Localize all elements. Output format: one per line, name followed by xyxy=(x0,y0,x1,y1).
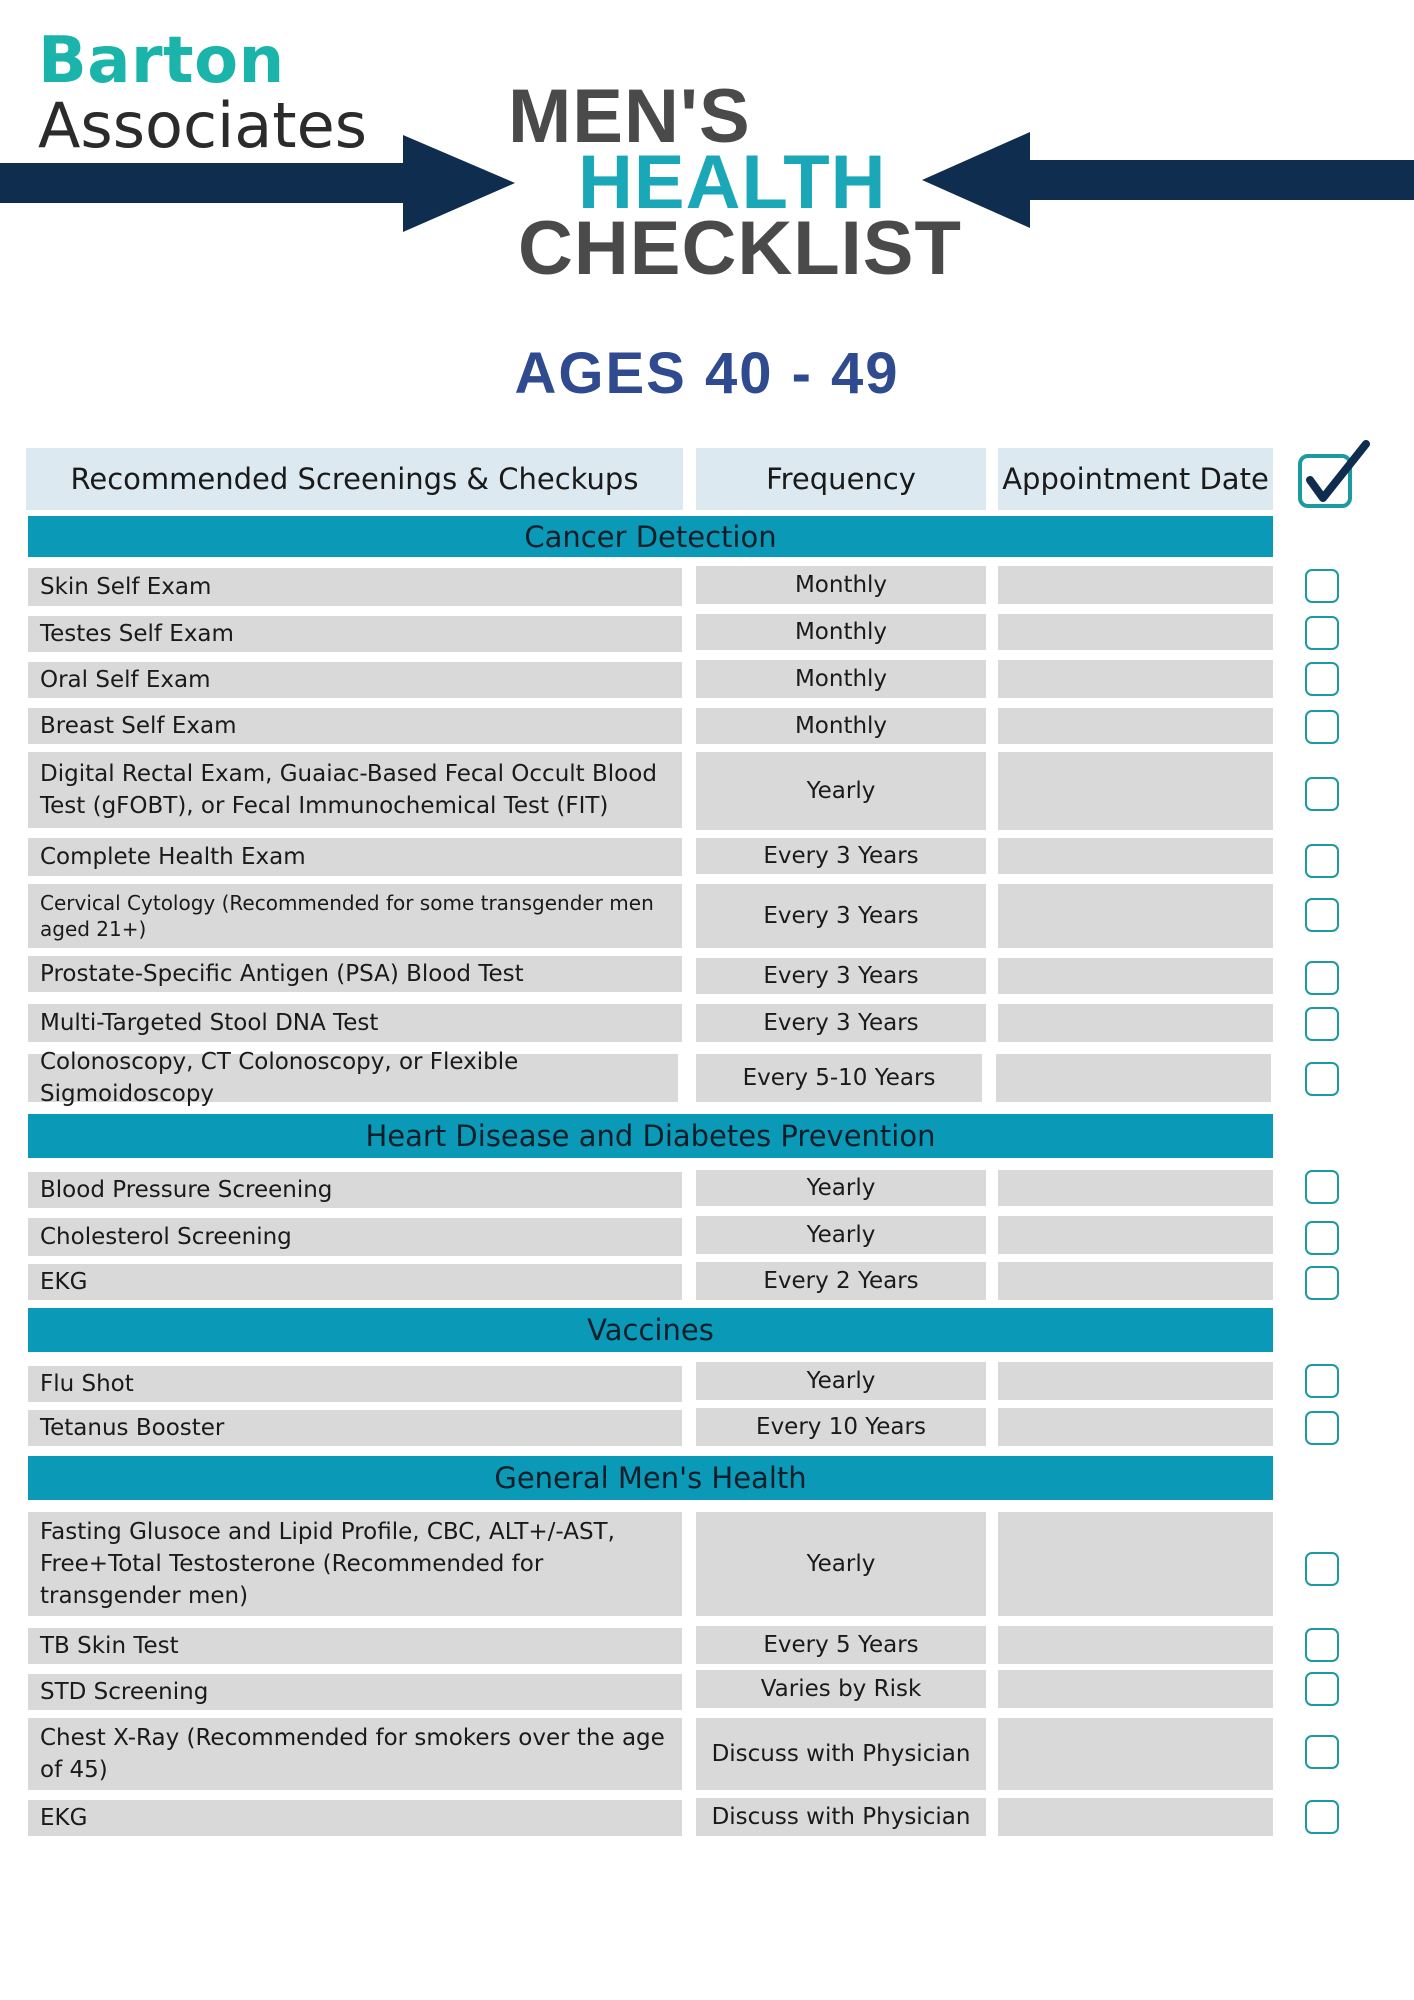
checkbox[interactable] xyxy=(1305,961,1339,995)
checkbox[interactable] xyxy=(1305,1266,1339,1300)
table-row-item: Breast Self Exam xyxy=(28,708,682,744)
checkbox[interactable] xyxy=(1305,1364,1339,1398)
table-row-frequency: Monthly xyxy=(696,660,986,698)
big-checkmark-icon xyxy=(1296,440,1376,512)
checkbox[interactable] xyxy=(1305,616,1339,650)
title-health: HEALTH xyxy=(578,140,887,225)
appointment-date-field[interactable] xyxy=(996,1054,1271,1102)
appointment-date-field[interactable] xyxy=(998,614,1273,650)
table-row-item: Multi-Targeted Stool DNA Test xyxy=(28,1004,682,1042)
appointment-date-field[interactable] xyxy=(998,752,1273,830)
checkbox[interactable] xyxy=(1305,1007,1339,1041)
appointment-date-field[interactable] xyxy=(998,884,1273,948)
table-row-frequency: Discuss with Physician xyxy=(696,1718,986,1790)
section-general-mens-health: General Men's Health xyxy=(28,1456,1273,1500)
table-row-frequency: Every 3 Years xyxy=(696,958,986,994)
table-row-item: Skin Self Exam xyxy=(28,568,682,606)
table-row-item: Blood Pressure Screening xyxy=(28,1172,682,1208)
table-row-item: Testes Self Exam xyxy=(28,616,682,652)
appointment-date-field[interactable] xyxy=(998,838,1273,874)
table-row-item: Colonoscopy, CT Colonoscopy, or Flexible Sigmoidoscopy xyxy=(28,1054,678,1102)
appointment-date-field[interactable] xyxy=(998,1798,1273,1836)
table-row-frequency: Every 10 Years xyxy=(696,1408,986,1446)
appointment-date-field[interactable] xyxy=(998,1670,1273,1708)
table-row-frequency: Yearly xyxy=(696,1216,986,1254)
checkbox[interactable] xyxy=(1305,1411,1339,1445)
table-row-frequency: Yearly xyxy=(696,1170,986,1206)
logo-associates: Associates xyxy=(38,89,368,162)
left-arrow-head xyxy=(403,135,515,232)
appointment-date-field[interactable] xyxy=(998,1718,1273,1790)
checkbox[interactable] xyxy=(1305,1170,1339,1204)
table-row-frequency: Every 3 Years xyxy=(696,884,986,948)
table-row-item: Flu Shot xyxy=(28,1366,682,1402)
table-row-frequency: Discuss with Physician xyxy=(696,1798,986,1836)
checkbox[interactable] xyxy=(1305,898,1339,932)
table-row-frequency: Every 3 Years xyxy=(696,838,986,874)
table-row-item: Digital Rectal Exam, Guaiac-Based Fecal Occult Blood Test (gFOBT), or Fecal Immunochemical Test (FIT) xyxy=(28,752,682,828)
table-row-frequency: Every 3 Years xyxy=(696,1004,986,1042)
table-row-frequency: Every 5-10 Years xyxy=(696,1054,982,1102)
table-row-item: EKG xyxy=(28,1264,682,1300)
appointment-date-field[interactable] xyxy=(998,1004,1273,1042)
appointment-date-field[interactable] xyxy=(998,1170,1273,1206)
table-row-item: Cervical Cytology (Recommended for some transgender men aged 21+) xyxy=(28,884,682,948)
checkbox[interactable] xyxy=(1305,777,1339,811)
left-arrow-shaft xyxy=(0,163,410,203)
appointment-date-field[interactable] xyxy=(998,1512,1273,1616)
table-row-frequency: Monthly xyxy=(696,566,986,604)
appointment-date-field[interactable] xyxy=(998,1362,1273,1400)
checkbox[interactable] xyxy=(1305,1735,1339,1769)
logo-barton: Barton xyxy=(38,24,285,98)
table-row-frequency: Monthly xyxy=(696,614,986,650)
appointment-date-field[interactable] xyxy=(998,660,1273,698)
checkbox[interactable] xyxy=(1305,1062,1339,1096)
checkbox[interactable] xyxy=(1305,1221,1339,1255)
checkbox[interactable] xyxy=(1305,710,1339,744)
checkbox[interactable] xyxy=(1305,1552,1339,1586)
table-row-item: Oral Self Exam xyxy=(28,662,682,698)
section-heart-disease-diabetes: Heart Disease and Diabetes Prevention xyxy=(28,1114,1273,1158)
table-row-frequency: Every 2 Years xyxy=(696,1262,986,1300)
table-row-frequency: Monthly xyxy=(696,708,986,744)
age-range-subtitle: AGES 40 - 49 xyxy=(514,341,900,406)
table-row-frequency: Yearly xyxy=(696,1362,986,1400)
table-row-item: EKG xyxy=(28,1800,682,1836)
appointment-date-field[interactable] xyxy=(998,958,1273,994)
column-header-appointment-date: Appointment Date xyxy=(998,448,1273,510)
appointment-date-field[interactable] xyxy=(998,1408,1273,1446)
table-row-frequency: Every 5 Years xyxy=(696,1626,986,1664)
checkbox[interactable] xyxy=(1305,1800,1339,1834)
section-cancer-detection: Cancer Detection xyxy=(28,516,1273,557)
appointment-date-field[interactable] xyxy=(998,566,1273,604)
appointment-date-field[interactable] xyxy=(998,708,1273,744)
table-row-item: Cholesterol Screening xyxy=(28,1218,682,1256)
checkbox[interactable] xyxy=(1305,662,1339,696)
appointment-date-field[interactable] xyxy=(998,1216,1273,1254)
table-row-item: STD Screening xyxy=(28,1674,682,1710)
title-mens: MEN'S xyxy=(508,74,751,159)
checkbox[interactable] xyxy=(1305,569,1339,603)
table-row-frequency: Varies by Risk xyxy=(696,1670,986,1708)
table-row-frequency: Yearly xyxy=(696,1512,986,1616)
appointment-date-field[interactable] xyxy=(998,1626,1273,1664)
section-vaccines: Vaccines xyxy=(28,1308,1273,1352)
table-row-item: Prostate-Specific Antigen (PSA) Blood Test xyxy=(28,956,682,992)
title-checklist: CHECKLIST xyxy=(518,206,962,291)
table-row-item: TB Skin Test xyxy=(28,1628,682,1664)
checkbox[interactable] xyxy=(1305,844,1339,878)
column-header-frequency: Frequency xyxy=(696,448,986,510)
checkbox[interactable] xyxy=(1305,1628,1339,1662)
appointment-date-field[interactable] xyxy=(998,1262,1273,1300)
table-row-item: Complete Health Exam xyxy=(28,838,682,876)
table-row-item: Chest X-Ray (Recommended for smokers over the age of 45) xyxy=(28,1718,682,1790)
table-row-item: Tetanus Booster xyxy=(28,1410,682,1446)
right-arrow-shaft xyxy=(1025,160,1414,200)
column-header-screening: Recommended Screenings & Checkups xyxy=(26,448,683,510)
table-row-frequency: Yearly xyxy=(696,752,986,830)
table-row-item: Fasting Glusoce and Lipid Profile, CBC, ALT+/-AST, Free+Total Testosterone (Recommended for transgender men) xyxy=(28,1512,682,1616)
checkbox[interactable] xyxy=(1305,1672,1339,1706)
